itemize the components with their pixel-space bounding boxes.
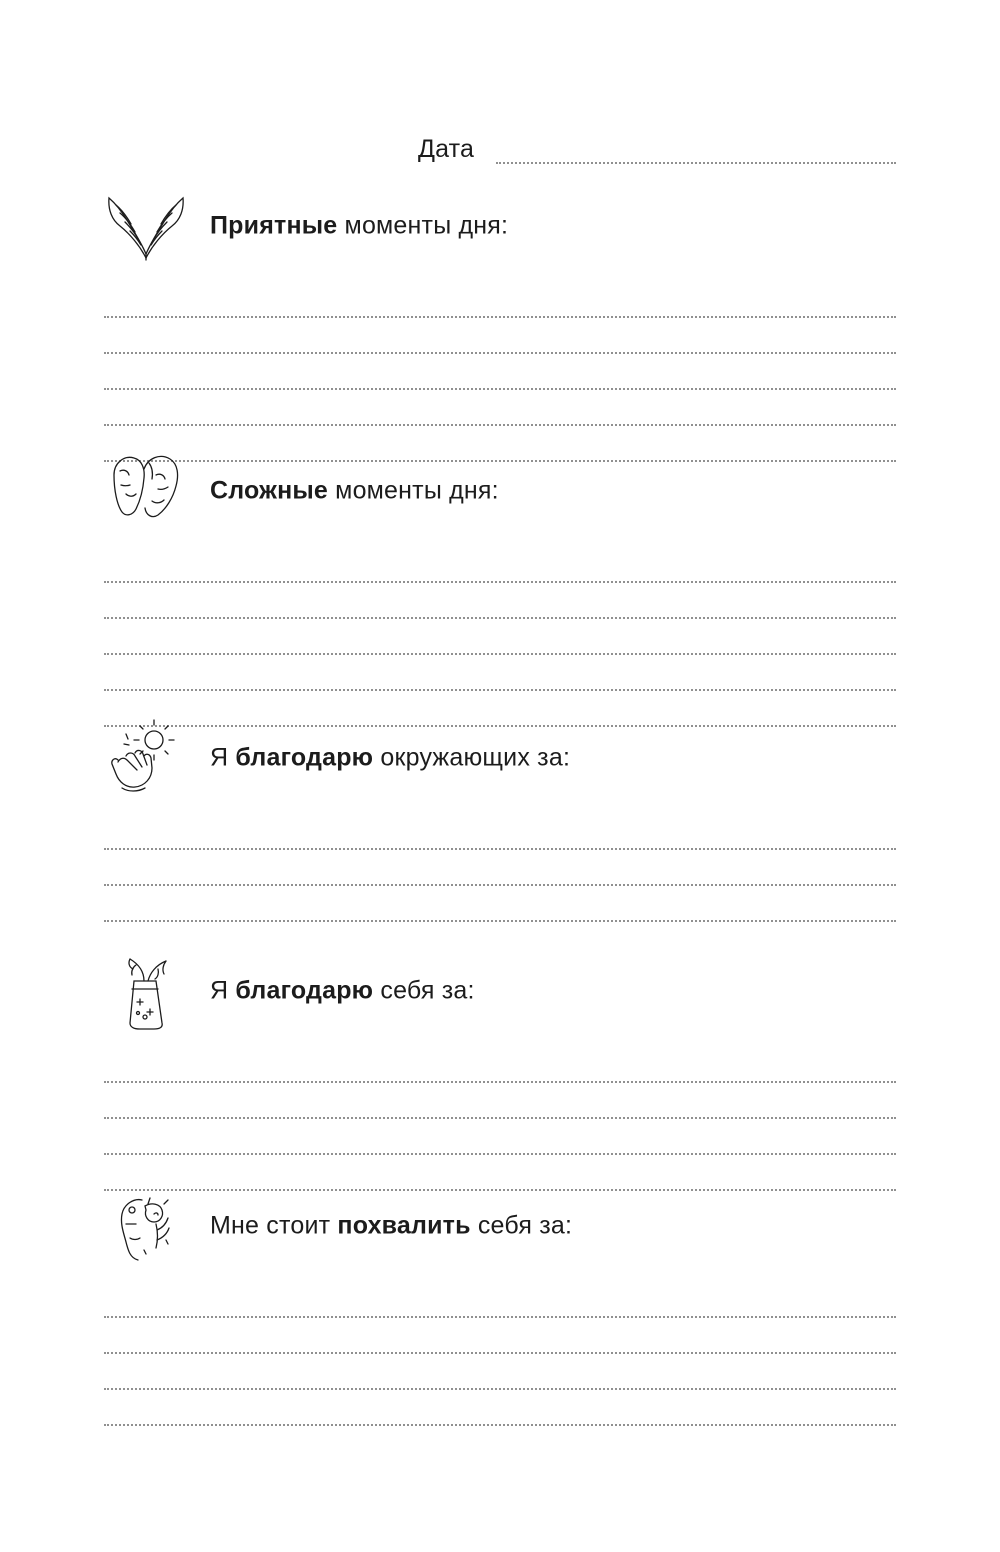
section-title (210, 212, 508, 241)
section-title-rest: себя за: (470, 1211, 573, 1240)
writing-line[interactable] (104, 583, 896, 619)
section-title-bold: Сложные (210, 476, 329, 505)
writing-line[interactable] (104, 1354, 896, 1390)
section-title-bold: благодарю (235, 743, 374, 772)
writing-line[interactable] (104, 282, 896, 318)
writing-line[interactable] (104, 318, 896, 354)
writing-line[interactable] (104, 1318, 896, 1354)
section-title-rest: себя за: (373, 976, 475, 1005)
writing-line[interactable] (104, 354, 896, 390)
writing-lines (104, 814, 896, 922)
writing-line[interactable] (104, 547, 896, 583)
writing-line[interactable] (104, 886, 896, 922)
writing-lines (104, 547, 896, 727)
writing-line[interactable] (104, 1047, 896, 1083)
writing-line[interactable] (104, 619, 896, 655)
section-thank-myself (0, 945, 1000, 1037)
section-difficult-moments (0, 445, 1000, 537)
writing-lines (104, 1282, 896, 1426)
section-header (0, 712, 1000, 804)
writing-line[interactable] (104, 1390, 896, 1426)
section-title-rest: моменты дня: (328, 476, 499, 505)
section-title-prefix: Я (210, 976, 236, 1005)
section-pleasant-moments (0, 180, 1000, 272)
date-field-row (104, 128, 896, 164)
writing-line[interactable] (104, 1119, 896, 1155)
section-title-bold: Приятные (210, 211, 338, 240)
two-faces-icon (100, 445, 192, 537)
section-header (0, 945, 1000, 1037)
hand-with-sun-icon (100, 712, 192, 804)
date-label: Дата (418, 135, 475, 163)
face-with-flower-icon (100, 1180, 192, 1272)
vase-with-branches-icon (100, 945, 192, 1037)
section-title-bold: похвалить (337, 1211, 471, 1240)
section-title-prefix: Я (210, 743, 236, 772)
writing-line[interactable] (104, 814, 896, 850)
section-header (0, 180, 1000, 272)
section-header (0, 445, 1000, 537)
date-input[interactable] (496, 148, 896, 164)
section-title-rest: моменты дня: (337, 211, 509, 240)
writing-line[interactable] (104, 850, 896, 886)
section-praise-myself (0, 1180, 1000, 1272)
section-thank-others (0, 712, 1000, 804)
section-title-rest: окружающих за: (373, 743, 571, 772)
writing-line[interactable] (104, 390, 896, 426)
writing-line[interactable] (104, 1282, 896, 1318)
section-header (0, 1180, 1000, 1272)
wings-icon (100, 180, 192, 272)
writing-line[interactable] (104, 1083, 896, 1119)
section-title-prefix: Мне стоит (210, 1211, 338, 1240)
writing-line[interactable] (104, 655, 896, 691)
writing-lines (104, 282, 896, 462)
section-title-bold: благодарю (235, 976, 374, 1005)
section-title (210, 1212, 572, 1241)
section-title (210, 477, 499, 506)
section-title (210, 977, 475, 1006)
writing-lines (104, 1047, 896, 1191)
section-title (210, 744, 570, 773)
